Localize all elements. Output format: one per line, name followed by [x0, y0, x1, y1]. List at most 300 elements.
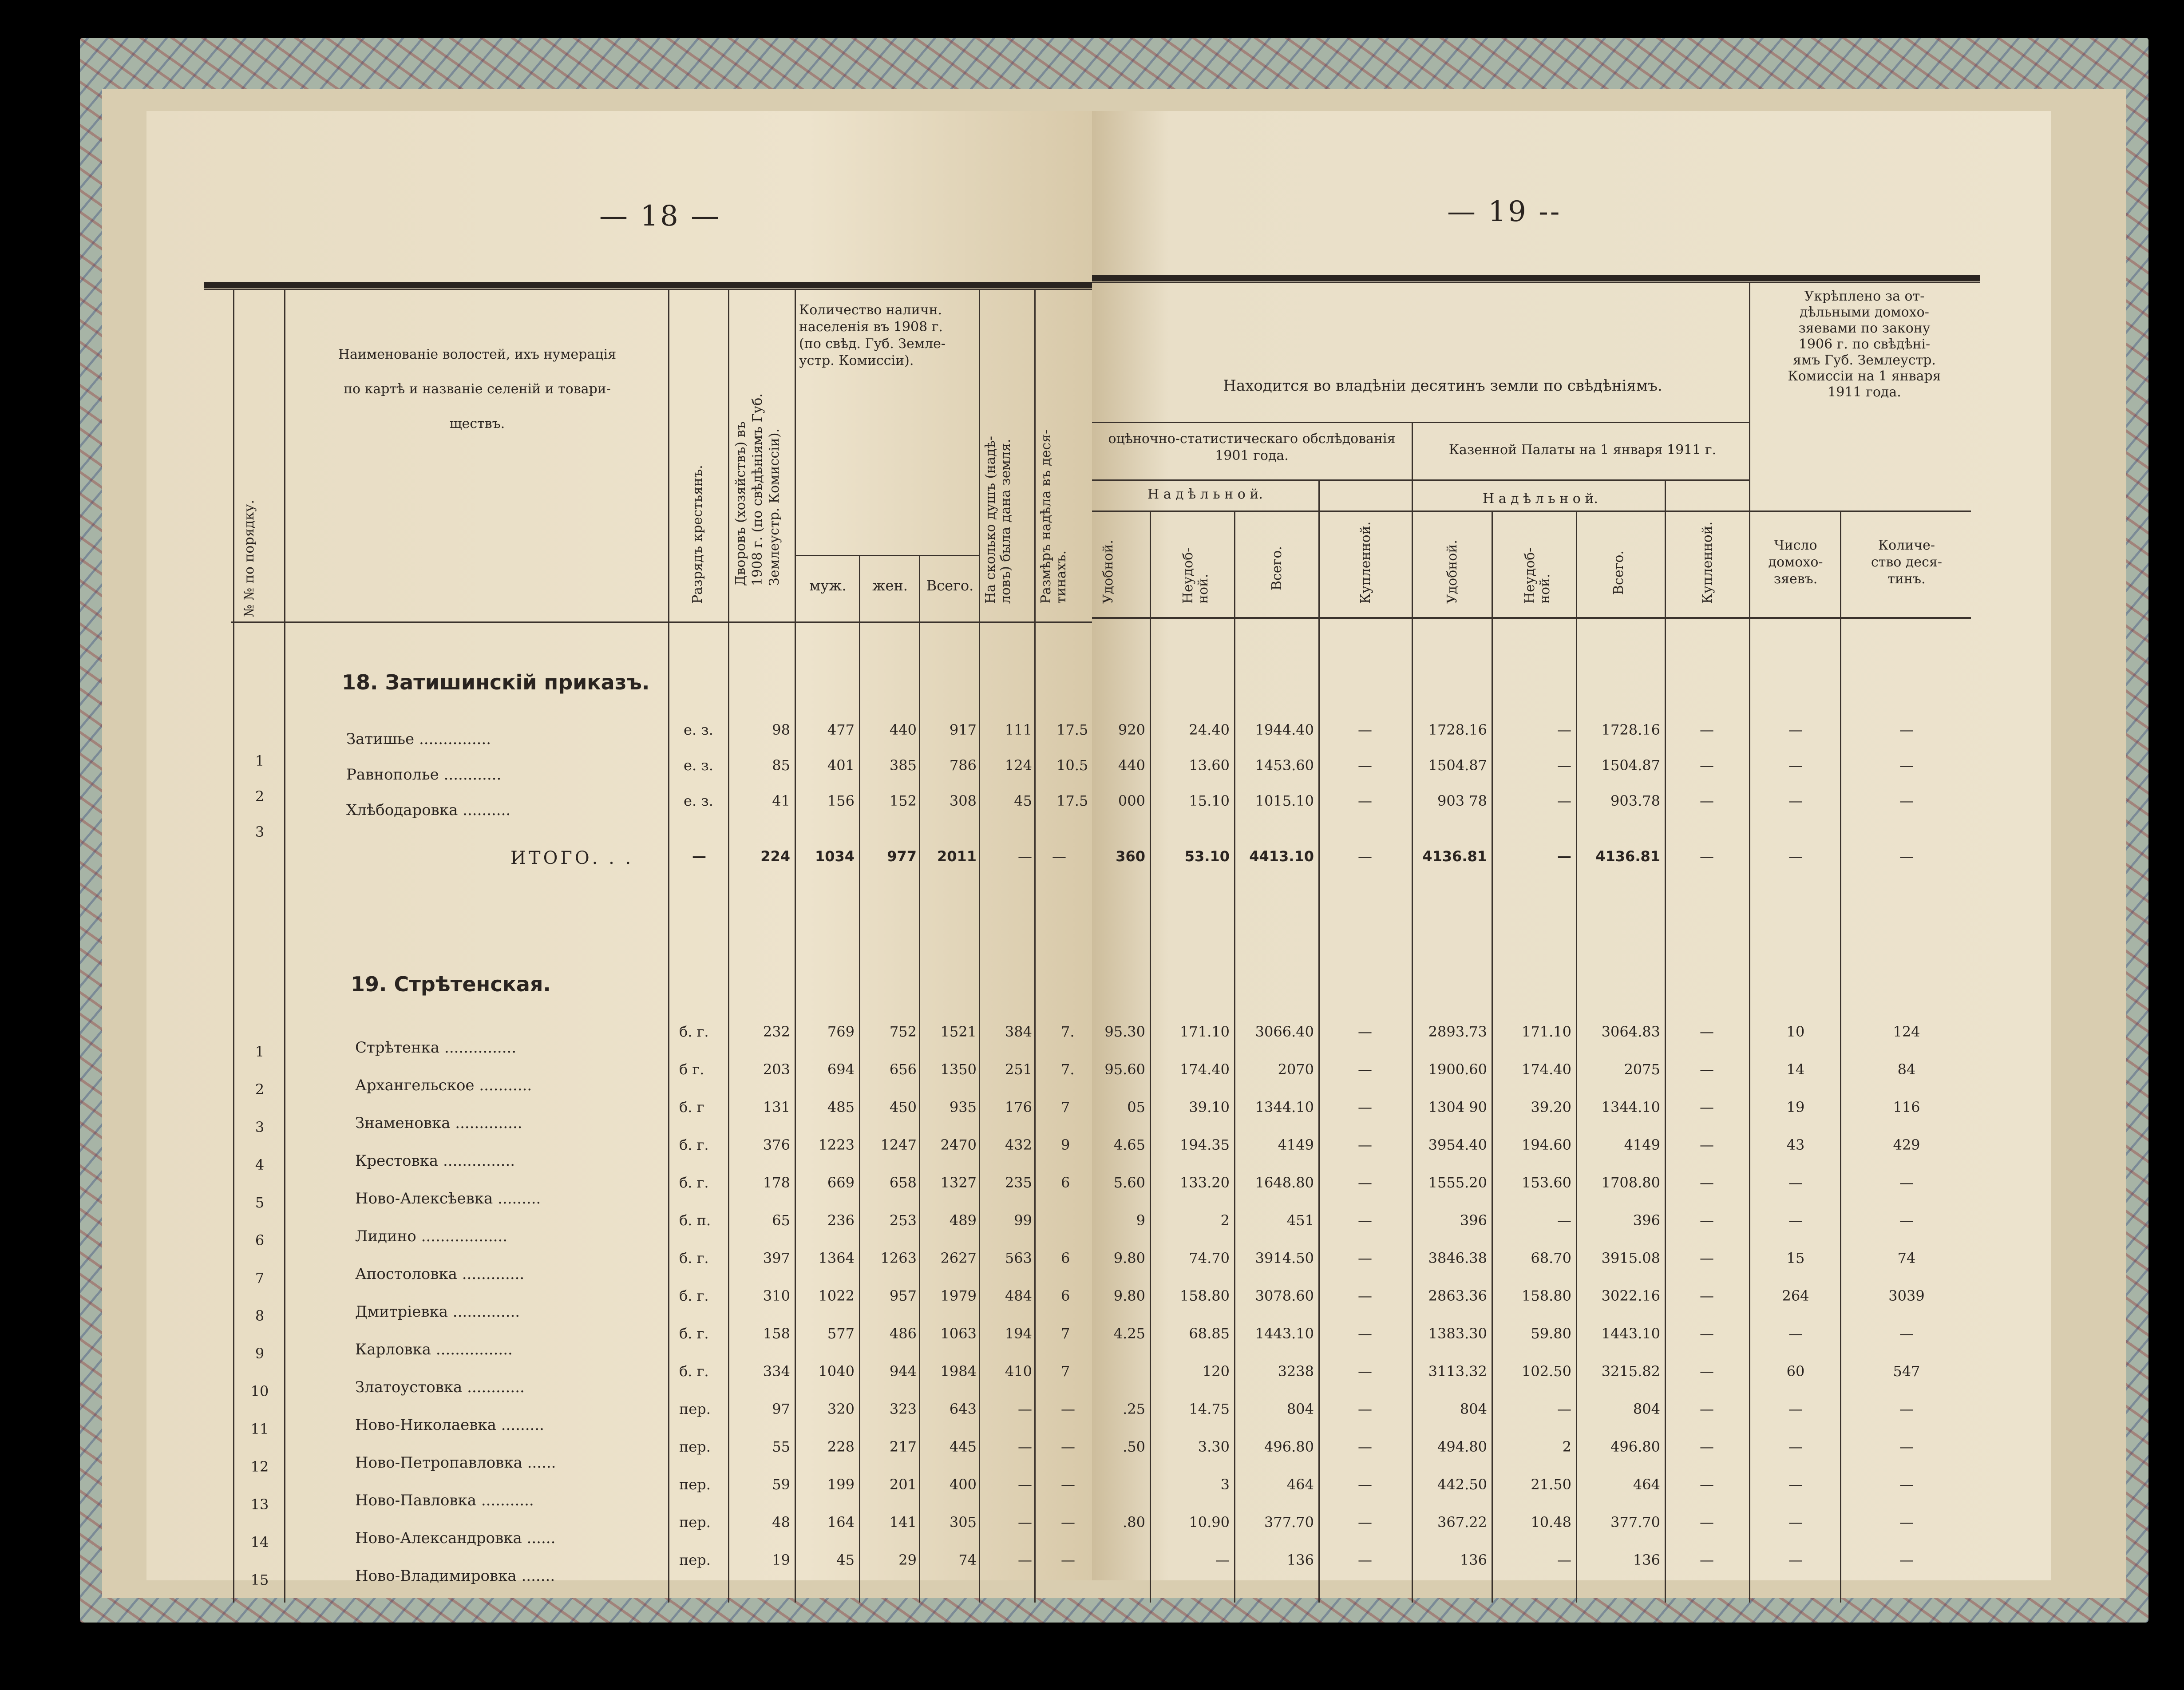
total: 917: [949, 721, 977, 738]
cell-b2: —: [1700, 721, 1714, 738]
cell-u: 9.80: [1113, 1287, 1145, 1304]
category: —: [692, 848, 706, 865]
header-male: муж.: [809, 577, 847, 594]
cell-a: 1443.10: [1255, 1325, 1314, 1342]
settlement-name: Затишье ...............: [346, 730, 491, 748]
cell-a2: 903.78: [1610, 792, 1660, 809]
cell-un: 133.20: [1180, 1174, 1230, 1191]
row-number: 1: [255, 752, 265, 769]
cell-a: 496.80: [1264, 1438, 1314, 1455]
header-name: Наименованіе волостей, ихъ нумерація по картѣ и названіе селеній и товари- ществъ.: [338, 347, 617, 431]
header-secured: Укрѣплено за от- дѣльными домохо- зяевами по закону 1906 г. по свѣдѣні- ямъ Губ. Землеустр. Комиссіи на 1 января 1911 года.: [1788, 289, 1941, 400]
header-rule: [1092, 282, 1980, 283]
total: 1979: [940, 1287, 977, 1304]
souls: 384: [1005, 1023, 1032, 1040]
dvorov: 203: [763, 1061, 790, 1078]
cell-u: .50: [1123, 1438, 1145, 1455]
cell-a: 1648.80: [1255, 1174, 1314, 1191]
total: 786: [949, 757, 977, 774]
cell-ds: —: [1899, 757, 1914, 774]
cell-hh: —: [1788, 1476, 1803, 1493]
male: 320: [827, 1401, 855, 1417]
allotment-size: 7.: [1061, 1023, 1075, 1040]
cell-un: 39.10: [1189, 1099, 1230, 1116]
row-number: 2: [255, 1081, 265, 1098]
cell-b: —: [1358, 1136, 1372, 1153]
cell-ds: —: [1899, 1401, 1914, 1417]
header-usable2: Удобной.: [1444, 540, 1460, 604]
cell-a2: 1443.10: [1601, 1325, 1660, 1342]
cell-ds: —: [1899, 1212, 1914, 1229]
category: пер.: [679, 1401, 711, 1417]
cell-a2: 396: [1633, 1212, 1660, 1229]
cell-b: —: [1358, 1476, 1372, 1493]
header-allot2: Н а д ѣ л ь н о й.: [1483, 491, 1598, 507]
cell-hh: 264: [1782, 1287, 1809, 1304]
female: 752: [889, 1023, 917, 1040]
cell-u2: 396: [1460, 1212, 1487, 1229]
cell-u2: 2893.73: [1428, 1023, 1487, 1040]
cell-ds: 429: [1893, 1136, 1920, 1153]
header-bottom-rule: [231, 621, 1092, 623]
cell-ds: —: [1899, 1325, 1914, 1342]
settlement-name: Крестовка ...............: [355, 1152, 515, 1170]
total: 935: [949, 1099, 977, 1116]
total: 2627: [940, 1250, 977, 1267]
cell-un: 194.35: [1180, 1136, 1230, 1153]
header-population: Количество наличн. населенія въ 1908 г. (по свѣд. Губ. Земле- устр. Комиссіи).: [799, 302, 946, 368]
male: 45: [836, 1551, 855, 1568]
header-female: жен.: [872, 577, 908, 594]
souls: 410: [1005, 1363, 1032, 1380]
cell-u2: 442.50: [1437, 1476, 1487, 1493]
dvorov: 19: [772, 1551, 790, 1568]
category: б. г.: [679, 1325, 709, 1342]
cell-a: 464: [1286, 1476, 1314, 1493]
category: б. г.: [679, 1363, 709, 1380]
col-line: [1234, 511, 1235, 1603]
row-number: 6: [255, 1232, 265, 1249]
cell-hh: 10: [1786, 1023, 1805, 1040]
cell-u2: 3954.40: [1428, 1136, 1487, 1153]
cell-u2: 1504.87: [1428, 757, 1487, 774]
settlement-name: Ново-Алексѣевка .........: [355, 1190, 541, 1207]
page-number-left: — 18 —: [599, 200, 721, 233]
female: 957: [889, 1287, 917, 1304]
category: пер.: [679, 1551, 711, 1568]
allotment-size: —: [1061, 1401, 1075, 1417]
row-number: 10: [250, 1383, 269, 1400]
souls: —: [1018, 1438, 1032, 1455]
cell-u: 95.60: [1104, 1061, 1145, 1078]
total: 1350: [940, 1061, 977, 1078]
male: 236: [827, 1212, 855, 1229]
cell-b2: —: [1700, 1023, 1714, 1040]
cell-un: 3: [1220, 1476, 1230, 1493]
cell-hh: —: [1788, 757, 1803, 774]
allotment-size: 17.5: [1056, 721, 1088, 738]
cell-hh: 15: [1786, 1250, 1805, 1267]
cell-a2: 136: [1633, 1551, 1660, 1568]
female: 201: [889, 1476, 917, 1493]
cell-b2: —: [1700, 1401, 1714, 1417]
col-line: [1318, 479, 1320, 1603]
total: 2011: [937, 848, 977, 865]
settlement-name: Дмитріевка ..............: [355, 1303, 520, 1321]
dvorov: 232: [763, 1023, 790, 1040]
souls: —: [1018, 1551, 1032, 1568]
cell-u2: 367.22: [1437, 1514, 1487, 1531]
cell-un: 120: [1202, 1363, 1230, 1380]
souls: 176: [1005, 1099, 1032, 1116]
cell-u: 95.30: [1104, 1023, 1145, 1040]
cell-a: 451: [1286, 1212, 1314, 1229]
header-dvorov: Дворовъ (хозяйствъ) въ 1908 г. (по свѣдѣніямъ Губ. Землеустр. Комиссіи).: [733, 393, 782, 586]
cell-a: 1944.40: [1255, 721, 1314, 738]
settlement-name: Архангельское ...........: [355, 1077, 532, 1094]
cell-un2: 21.50: [1531, 1476, 1571, 1493]
category: б г.: [679, 1061, 704, 1078]
cell-b2: —: [1700, 1551, 1714, 1568]
cell-a2: 464: [1633, 1476, 1660, 1493]
cell-a2: 2075: [1624, 1061, 1660, 1078]
header-usable: Удобной.: [1100, 540, 1116, 604]
row-number: 3: [255, 823, 265, 840]
dvorov: 334: [763, 1363, 790, 1380]
female: 1247: [880, 1136, 917, 1153]
cell-u2: 2863.36: [1428, 1287, 1487, 1304]
souls: —: [1018, 848, 1032, 865]
settlement-name: Карловка ................: [355, 1341, 513, 1358]
col-line: [859, 555, 860, 1603]
header-size: Размѣръ надѣла въ деся- тинахъ.: [1038, 429, 1069, 604]
cell-un2: 2: [1562, 1438, 1571, 1455]
right-page: [1092, 111, 2051, 1580]
col-line: [1412, 422, 1413, 1603]
cell-a: 3238: [1278, 1363, 1314, 1380]
cell-a2: 1504.87: [1601, 757, 1660, 774]
header-category: Разрядъ крестьянъ.: [690, 465, 705, 604]
souls: 45: [1014, 792, 1032, 809]
souls: 484: [1005, 1287, 1032, 1304]
row-number: 11: [250, 1421, 269, 1437]
total: 305: [949, 1514, 977, 1531]
cell-u: .25: [1123, 1401, 1145, 1417]
cell-a2: 1728.16: [1601, 721, 1660, 738]
cell-a: 804: [1286, 1401, 1314, 1417]
col-line: [1492, 511, 1493, 1603]
cell-a: 1015.10: [1255, 792, 1314, 809]
cell-a2: 3215.82: [1601, 1363, 1660, 1380]
cell-u2: 4136.81: [1422, 848, 1487, 865]
cell-u: 4.25: [1113, 1325, 1145, 1342]
female: 658: [889, 1174, 917, 1191]
col-line: [668, 289, 669, 1603]
cell-b2: —: [1700, 1212, 1714, 1229]
cell-un2: 10.48: [1531, 1514, 1571, 1531]
category: б. п.: [679, 1212, 711, 1229]
category: пер.: [679, 1476, 711, 1493]
cell-b2: —: [1700, 1287, 1714, 1304]
settlement-name: Златоустовка ............: [355, 1378, 525, 1396]
cell-b2: —: [1700, 1438, 1714, 1455]
cell-un: 74.70: [1189, 1250, 1230, 1267]
souls: —: [1018, 1476, 1032, 1493]
female: 656: [889, 1061, 917, 1078]
cell-un: 10.90: [1189, 1514, 1230, 1531]
dvorov: 178: [763, 1174, 790, 1191]
row-number: 13: [250, 1496, 269, 1513]
cell-ds: 84: [1897, 1061, 1916, 1078]
header-rule: [204, 289, 1092, 290]
cell-hh: —: [1788, 1325, 1803, 1342]
cell-hh: —: [1788, 1401, 1803, 1417]
cell-b: —: [1358, 1099, 1372, 1116]
cell-un: 171.10: [1180, 1023, 1230, 1040]
souls: 235: [1005, 1174, 1032, 1191]
cell-a2: 496.80: [1610, 1438, 1660, 1455]
row-number: 15: [250, 1571, 269, 1588]
header-souls: На сколько душъ (надѣ- ловъ) была дана земля.: [983, 436, 1013, 604]
cell-un: 3.30: [1198, 1438, 1230, 1455]
cell-hh: —: [1788, 721, 1803, 738]
col-line: [979, 289, 980, 1603]
souls: —: [1018, 1401, 1032, 1417]
cell-a2: 3022.16: [1601, 1287, 1660, 1304]
header-treasury: Казенной Палаты на 1 января 1911 г.: [1448, 442, 1717, 458]
allotment-size: 7: [1061, 1363, 1070, 1380]
cell-u: 000: [1118, 792, 1145, 809]
header-bought2: Купленной.: [1700, 521, 1715, 604]
cell-u: 440: [1118, 757, 1145, 774]
dvorov: 224: [760, 848, 790, 865]
cell-un: 14.75: [1189, 1401, 1230, 1417]
cell-a: 377.70: [1264, 1514, 1314, 1531]
souls: 111: [1005, 721, 1032, 738]
cell-un: 174.40: [1180, 1061, 1230, 1078]
cell-hh: —: [1788, 792, 1803, 809]
cell-u2: 804: [1460, 1401, 1487, 1417]
male: 769: [827, 1023, 855, 1040]
female: 29: [898, 1551, 917, 1568]
cell-b2: —: [1700, 1099, 1714, 1116]
cell-un2: 171.10: [1522, 1023, 1571, 1040]
total: 1063: [940, 1325, 977, 1342]
row-number: 1: [255, 1043, 265, 1060]
cell-b: —: [1358, 721, 1372, 738]
cell-un2: 194.60: [1522, 1136, 1571, 1153]
cell-un2: 39.20: [1531, 1099, 1571, 1116]
souls: 563: [1005, 1250, 1032, 1267]
cell-un2: —: [1557, 1551, 1571, 1568]
cell-ds: —: [1899, 1514, 1914, 1531]
cell-b2: —: [1700, 1136, 1714, 1153]
cell-hh: —: [1788, 1212, 1803, 1229]
female: 152: [889, 792, 917, 809]
male: 694: [827, 1061, 855, 1078]
row-number: 7: [255, 1270, 265, 1286]
category: е. з.: [684, 792, 713, 809]
allotment-size: —: [1061, 1514, 1075, 1531]
cell-b: —: [1358, 792, 1372, 809]
subheader-rule: [795, 555, 979, 556]
male: 1034: [815, 848, 855, 865]
souls: 124: [1005, 757, 1032, 774]
cell-un2: —: [1557, 757, 1571, 774]
cell-un2: —: [1557, 792, 1571, 809]
total: 308: [949, 792, 977, 809]
allotment-size: 6: [1061, 1287, 1070, 1304]
top-rule-left: [204, 282, 1092, 288]
cell-ds: —: [1899, 1551, 1914, 1568]
col-line: [233, 289, 234, 1603]
cell-a: 1344.10: [1255, 1099, 1314, 1116]
cell-u2: 903 78: [1437, 792, 1487, 809]
allotment-size: 7: [1061, 1325, 1070, 1342]
category: е. з.: [684, 721, 713, 738]
allotment-size: —: [1061, 1476, 1075, 1493]
header-num: № № по порядку.: [241, 499, 257, 617]
row-number: 4: [255, 1156, 265, 1173]
settlement-name: Лидино ..................: [355, 1227, 508, 1245]
cell-un2: —: [1557, 848, 1571, 865]
cell-b: —: [1358, 1325, 1372, 1342]
row-number: 14: [250, 1534, 269, 1551]
cell-a2: 1708.80: [1601, 1174, 1660, 1191]
category: пер.: [679, 1514, 711, 1531]
cell-u2: 1383.30: [1428, 1325, 1487, 1342]
cell-b: —: [1358, 1023, 1372, 1040]
section-title: 19. Стрѣтенская.: [351, 972, 551, 996]
header-bottom-rule: [1092, 617, 1971, 619]
header-mid-rule: [1092, 511, 1749, 512]
cell-b2: —: [1700, 1174, 1714, 1191]
cell-b: —: [1358, 1174, 1372, 1191]
souls: 432: [1005, 1136, 1032, 1153]
cell-un2: 153.60: [1522, 1174, 1571, 1191]
cell-u: 9.80: [1113, 1250, 1145, 1267]
header-top: Находится во владѣніи десятинъ земли по свѣдѣніямъ.: [1223, 377, 1662, 395]
cell-a: 4413.10: [1249, 848, 1314, 865]
cell-hh: —: [1788, 848, 1803, 865]
allotment-size: 7.: [1061, 1061, 1075, 1078]
cell-ds: 116: [1893, 1099, 1920, 1116]
cell-un: 13.60: [1189, 757, 1230, 774]
cell-u2: 136: [1460, 1551, 1487, 1568]
col-line: [1150, 511, 1151, 1603]
header-all2: Всего.: [1611, 550, 1626, 595]
row-number: 3: [255, 1119, 265, 1136]
male: 199: [827, 1476, 855, 1493]
cell-a2: 1344.10: [1601, 1099, 1660, 1116]
cell-un2: 59.80: [1531, 1325, 1571, 1342]
total: 1521: [940, 1023, 977, 1040]
total: 74: [958, 1551, 977, 1568]
cell-u: .80: [1123, 1514, 1145, 1531]
female: 217: [889, 1438, 917, 1455]
cell-hh: 60: [1786, 1363, 1805, 1380]
settlement-name: Ново-Петропавловка ......: [355, 1454, 556, 1472]
female: 977: [887, 848, 917, 865]
total: 1984: [940, 1363, 977, 1380]
settlement-name: Апостоловка .............: [355, 1265, 525, 1283]
cell-hh: —: [1788, 1514, 1803, 1531]
cell-b: —: [1358, 1438, 1372, 1455]
settlement-name: Ново-Владимировка .......: [355, 1567, 555, 1585]
female: 323: [889, 1401, 917, 1417]
header-survey: оцѣночно-статистическаго обслѣдованія 1901 года.: [1108, 431, 1396, 463]
category: б. г.: [679, 1287, 709, 1304]
category: б. г.: [679, 1174, 709, 1191]
settlement-name: Равнополье ............: [346, 766, 502, 784]
settlement-name: Ново-Александровка ......: [355, 1529, 556, 1547]
allotment-size: 10.5: [1056, 757, 1088, 774]
cell-b2: —: [1700, 1061, 1714, 1078]
total: 445: [949, 1438, 977, 1455]
cell-hh: —: [1788, 1438, 1803, 1455]
cell-hh: —: [1788, 1174, 1803, 1191]
cell-a: 136: [1286, 1551, 1314, 1568]
cell-a2: 377.70: [1610, 1514, 1660, 1531]
category: пер.: [679, 1438, 711, 1455]
cell-u: 4.65: [1113, 1136, 1145, 1153]
cell-un2: —: [1557, 1212, 1571, 1229]
dvorov: 41: [772, 792, 790, 809]
row-number: 8: [255, 1307, 265, 1324]
male: 228: [827, 1438, 855, 1455]
cell-b2: —: [1700, 1325, 1714, 1342]
total-label: ИТОГО. . .: [510, 848, 634, 868]
cell-ds: —: [1899, 1438, 1914, 1455]
settlement-name: Хлѣбодаровка ..........: [346, 801, 511, 819]
cell-b: —: [1358, 1287, 1372, 1304]
cell-b2: —: [1700, 1250, 1714, 1267]
cell-b2: —: [1700, 792, 1714, 809]
row-number: 2: [255, 788, 265, 805]
col-line: [1749, 282, 1750, 1603]
header-total: Всего.: [926, 577, 974, 594]
female: 385: [889, 757, 917, 774]
category: б. г.: [679, 1023, 709, 1040]
cell-u2: 3113.32: [1428, 1363, 1487, 1380]
cell-ds: —: [1899, 1174, 1914, 1191]
total: 2470: [940, 1136, 977, 1153]
cell-un: 53.10: [1184, 848, 1230, 865]
cell-un: 24.40: [1189, 721, 1230, 738]
total: 643: [949, 1401, 977, 1417]
male: 485: [827, 1099, 855, 1116]
souls: —: [1018, 1514, 1032, 1531]
cell-a2: 3064.83: [1601, 1023, 1660, 1040]
cell-un: —: [1215, 1551, 1230, 1568]
cell-un: 2: [1220, 1212, 1230, 1229]
dvorov: 158: [763, 1325, 790, 1342]
allotment-size: 17.5: [1056, 792, 1088, 809]
male: 1364: [818, 1250, 855, 1267]
cell-hh: 19: [1786, 1099, 1805, 1116]
cell-b2: —: [1700, 848, 1714, 865]
female: 450: [889, 1099, 917, 1116]
female: 440: [889, 721, 917, 738]
cell-b: —: [1358, 1401, 1372, 1417]
col-line: [1840, 511, 1841, 1603]
cell-b: —: [1358, 757, 1372, 774]
cell-u: 360: [1116, 848, 1145, 865]
dvorov: 55: [772, 1438, 790, 1455]
cell-hh: 43: [1786, 1136, 1805, 1153]
allotment-size: 6: [1061, 1250, 1070, 1267]
dvorov: 376: [763, 1136, 790, 1153]
